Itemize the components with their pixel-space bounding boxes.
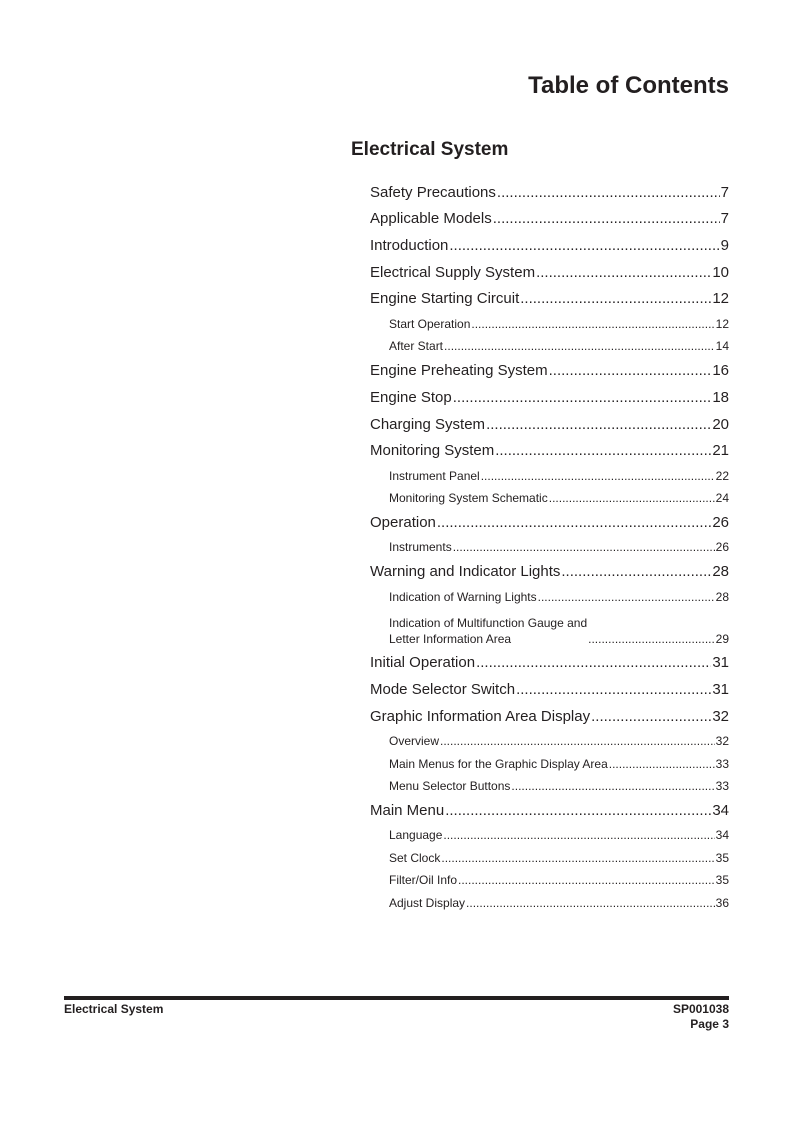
- toc-entry-title: Mode Selector Switch: [370, 680, 516, 698]
- toc-entry-page: 31: [712, 680, 729, 698]
- toc-subentry-page: 32: [715, 734, 729, 749]
- toc-entry-page: 31: [712, 654, 729, 672]
- toc-leader: [561, 562, 711, 582]
- toc-leader: [520, 289, 711, 309]
- toc-leader: [453, 539, 715, 555]
- toc-subentry[interactable]: [370, 533, 729, 556]
- toc-leader: [466, 895, 715, 911]
- toc-subentry-page: 33: [715, 779, 729, 794]
- toc-entry-page: 28: [712, 563, 729, 581]
- toc-subentry-page: 26: [715, 540, 729, 555]
- toc-leader: [440, 733, 715, 749]
- toc-subentry[interactable]: [370, 866, 729, 889]
- toc-subentry-title: Adjust Display: [389, 895, 466, 910]
- toc-entry-page: 21: [712, 442, 729, 460]
- toc-leader: [453, 388, 712, 408]
- toc-subentry-page: 24: [715, 491, 729, 506]
- toc-entry[interactable]: [370, 203, 729, 230]
- toc-entry-page: 9: [720, 237, 729, 255]
- toc-subentry-title: Indication of Warning Lights: [389, 589, 537, 604]
- toc-subentry-page: 35: [715, 850, 729, 865]
- toc-entry[interactable]: [370, 700, 729, 727]
- toc-subentry-page: 14: [715, 339, 729, 354]
- page-title: Table of Contents: [528, 72, 729, 99]
- toc-subentry[interactable]: [370, 309, 729, 332]
- footer-doc-code: SP001038: [672, 1002, 729, 1016]
- toc-entry[interactable]: [370, 354, 729, 381]
- toc-subentry[interactable]: [370, 749, 729, 772]
- toc-entry-page: 26: [712, 513, 729, 531]
- toc-subentry-page: 36: [715, 895, 729, 910]
- toc-entry-title: Initial Operation: [370, 654, 476, 672]
- toc-leader: [549, 490, 715, 506]
- toc-leader: [444, 338, 715, 354]
- toc-entry-title: Applicable Models: [370, 210, 492, 228]
- toc-subentry-title: Instrument Panel: [389, 468, 480, 483]
- toc-subentry-title: Monitoring System Schematic: [389, 491, 548, 506]
- toc-subentry[interactable]: [370, 605, 729, 647]
- toc-subentry-title: Set Clock: [389, 850, 441, 865]
- toc-entry-title: Engine Preheating System: [370, 362, 548, 380]
- toc-entry-title: Engine Starting Circuit: [370, 290, 520, 308]
- toc-entry-title: Electrical Supply System: [370, 263, 536, 281]
- toc-leader: [536, 263, 711, 283]
- toc-entry-page: 32: [712, 707, 729, 725]
- toc-entry-title: Engine Stop: [370, 388, 452, 406]
- toc-entry-title: Main Menu: [370, 801, 445, 819]
- toc-leader: [443, 827, 714, 843]
- toc-leader: [437, 513, 711, 533]
- toc-entry[interactable]: [370, 673, 729, 700]
- toc-entry-page: 18: [712, 388, 729, 406]
- toc-subentry[interactable]: [370, 821, 729, 844]
- toc-subentry-title: Main Menus for the Graphic Display Area: [389, 756, 608, 771]
- toc-subentry-page: 22: [715, 468, 729, 483]
- toc-leader: [591, 707, 711, 727]
- footer-page-number: Page 3: [690, 1017, 729, 1031]
- toc-entry-title: Graphic Information Area Display: [370, 707, 591, 725]
- toc-subentry[interactable]: [370, 772, 729, 795]
- toc-subentry-title: Overview: [389, 734, 440, 749]
- toc-entry[interactable]: [370, 256, 729, 283]
- toc-entry[interactable]: [370, 435, 729, 462]
- toc-subentry[interactable]: [370, 332, 729, 355]
- toc-entry[interactable]: [370, 555, 729, 582]
- toc-entry[interactable]: [370, 647, 729, 674]
- toc-leader: [495, 441, 711, 461]
- toc-subentry-title: Filter/Oil Info: [389, 873, 458, 888]
- toc-leader: [441, 850, 714, 866]
- toc-subentry-title: Instruments: [389, 540, 452, 555]
- toc-subentry-page: 12: [715, 316, 729, 331]
- toc-entry-title: Safety Precautions: [370, 183, 496, 201]
- toc-subentry-page: 33: [715, 756, 729, 771]
- toc-leader: [549, 361, 712, 381]
- toc-entry-page: 7: [720, 183, 729, 201]
- toc-leader: [458, 872, 715, 888]
- toc-entry[interactable]: [370, 283, 729, 310]
- toc-subentry-title-line1: Indication of Multifunction Gauge and: [389, 615, 588, 630]
- toc-entry-page: 16: [712, 362, 729, 380]
- toc-subentry[interactable]: [370, 888, 729, 911]
- toc-leader: [497, 183, 720, 203]
- toc-entry-title: Monitoring System: [370, 442, 495, 460]
- toc-subentry-title: Start Operation: [389, 316, 471, 331]
- toc-entry-title: Introduction: [370, 237, 449, 255]
- toc-leader: [476, 653, 711, 673]
- toc-entry[interactable]: [370, 408, 729, 435]
- toc-leader: [481, 468, 715, 484]
- toc-entry-title: Charging System: [370, 415, 486, 433]
- footer-section-name: Electrical System: [64, 1002, 164, 1016]
- toc-subentry[interactable]: [370, 843, 729, 866]
- toc-subentry-title: Language: [389, 828, 443, 843]
- toc-subentry-title: Menu Selector Buttons: [389, 779, 511, 794]
- toc-entry[interactable]: [370, 506, 729, 533]
- toc-subentry-title: [389, 615, 587, 647]
- toc-leader: [516, 680, 711, 700]
- toc-entry-title: Operation: [370, 513, 436, 531]
- toc-subentry-page: 34: [715, 828, 729, 843]
- toc-subentry-title: After Start: [389, 339, 444, 354]
- toc-leader: [493, 209, 720, 229]
- toc-subentry-page: 28: [715, 589, 729, 604]
- toc-entry-page: 20: [712, 415, 729, 433]
- toc-entry[interactable]: [370, 794, 729, 821]
- toc-entry-page: 34: [712, 801, 729, 819]
- toc-entry[interactable]: [370, 229, 729, 256]
- toc-entry-page: 12: [712, 290, 729, 308]
- toc-subentry-page: 29: [715, 631, 729, 646]
- toc-subentry-title-line2: Letter Information Area: [389, 631, 512, 646]
- toc-subentry[interactable]: [370, 727, 729, 750]
- toc-subentry-page: 35: [715, 873, 729, 888]
- toc-subentry[interactable]: [370, 461, 729, 484]
- toc-leader: [449, 236, 719, 256]
- toc-leader: [588, 631, 715, 647]
- toc-entry[interactable]: [370, 381, 729, 408]
- section-heading: Electrical System: [351, 139, 509, 160]
- toc-entry-page: 10: [712, 263, 729, 281]
- toc-leader: [609, 756, 715, 772]
- toc-leader: [511, 778, 714, 794]
- toc-entry-page: 7: [720, 210, 729, 228]
- footer-doc-info: [673, 1002, 729, 1032]
- toc-entry[interactable]: [370, 176, 729, 203]
- toc-subentry[interactable]: [370, 582, 729, 605]
- toc-leader: [471, 316, 714, 332]
- footer-rule: [64, 996, 729, 1000]
- toc-subentry[interactable]: [370, 484, 729, 507]
- toc-leader: [445, 801, 711, 821]
- toc-leader: [486, 415, 711, 435]
- toc-entry-title: Warning and Indicator Lights: [370, 563, 561, 581]
- toc-leader: [538, 589, 715, 605]
- table-of-contents: [370, 176, 729, 911]
